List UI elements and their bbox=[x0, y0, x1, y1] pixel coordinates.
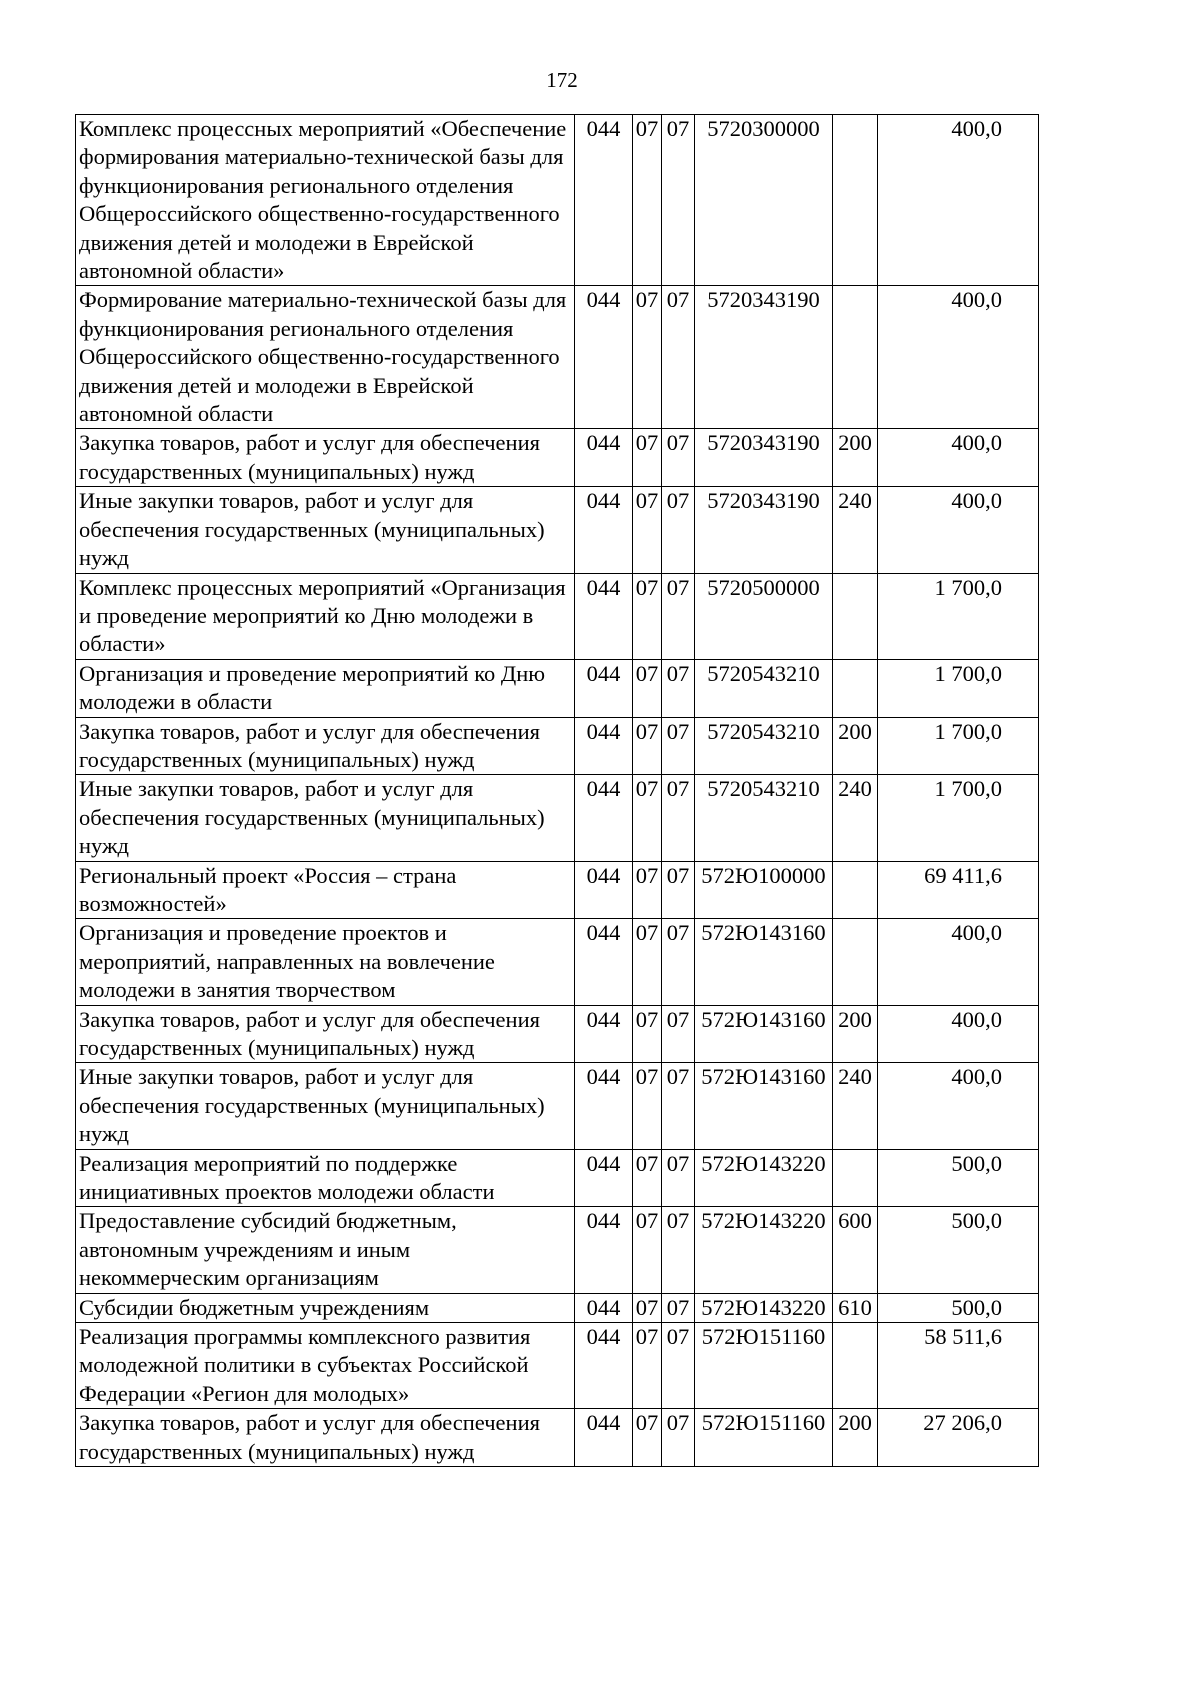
row-vr bbox=[833, 1323, 878, 1409]
table-row bbox=[76, 1293, 1039, 1322]
row-amount: 1 700,0 bbox=[878, 717, 1039, 775]
row-vr bbox=[833, 115, 878, 286]
row-name: Реализация программы комплексного развития молодежной политики в субъектах Российской Федерации «Регион для молодых» bbox=[76, 1323, 575, 1409]
row-amount: 500,0 bbox=[878, 1149, 1039, 1207]
row-pr: 07 bbox=[662, 429, 695, 487]
row-grbs: 044 bbox=[575, 861, 633, 919]
row-pr: 07 bbox=[662, 487, 695, 573]
row-csr: 572Ю151160 bbox=[695, 1409, 833, 1467]
row-csr: 572Ю151160 bbox=[695, 1323, 833, 1409]
row-csr: 572Ю143220 bbox=[695, 1149, 833, 1207]
row-amount: 58 511,6 bbox=[878, 1323, 1039, 1409]
row-grbs: 044 bbox=[575, 775, 633, 861]
row-csr: 5720343190 bbox=[695, 487, 833, 573]
row-grbs: 044 bbox=[575, 573, 633, 659]
row-name: Закупка товаров, работ и услуг для обеспечения государственных (муниципальных) нужд bbox=[76, 1409, 575, 1467]
row-vr: 200 bbox=[833, 1005, 878, 1063]
row-amount: 1 700,0 bbox=[878, 775, 1039, 861]
row-rz: 07 bbox=[633, 1293, 662, 1322]
row-rz: 07 bbox=[633, 573, 662, 659]
row-vr bbox=[833, 919, 878, 1005]
row-amount: 500,0 bbox=[878, 1293, 1039, 1322]
row-amount: 69 411,6 bbox=[878, 861, 1039, 919]
row-pr: 07 bbox=[662, 659, 695, 717]
row-csr: 572Ю143220 bbox=[695, 1207, 833, 1293]
row-vr: 600 bbox=[833, 1207, 878, 1293]
row-name: Закупка товаров, работ и услуг для обеспечения государственных (муниципальных) нужд bbox=[76, 717, 575, 775]
table-row bbox=[76, 115, 1039, 286]
row-amount: 400,0 bbox=[878, 1005, 1039, 1063]
row-pr: 07 bbox=[662, 115, 695, 286]
row-pr: 07 bbox=[662, 1149, 695, 1207]
row-amount: 400,0 bbox=[878, 286, 1039, 429]
row-vr: 610 bbox=[833, 1293, 878, 1322]
row-name: Региональный проект «Россия – страна возможностей» bbox=[76, 861, 575, 919]
row-csr: 5720500000 bbox=[695, 573, 833, 659]
row-name: Иные закупки товаров, работ и услуг для обеспечения государственных (муниципальных) нужд bbox=[76, 775, 575, 861]
row-rz: 07 bbox=[633, 861, 662, 919]
row-grbs: 044 bbox=[575, 717, 633, 775]
row-amount: 1 700,0 bbox=[878, 659, 1039, 717]
row-rz: 07 bbox=[633, 919, 662, 1005]
row-rz: 07 bbox=[633, 1323, 662, 1409]
table-row bbox=[76, 861, 1039, 919]
budget-table bbox=[75, 114, 1039, 1467]
row-rz: 07 bbox=[633, 1005, 662, 1063]
row-rz: 07 bbox=[633, 1149, 662, 1207]
row-csr: 5720343190 bbox=[695, 429, 833, 487]
table-row bbox=[76, 919, 1039, 1005]
row-csr: 5720543210 bbox=[695, 775, 833, 861]
row-rz: 07 bbox=[633, 717, 662, 775]
page-number: 172 bbox=[546, 68, 578, 92]
row-csr: 572Ю143220 bbox=[695, 1293, 833, 1322]
row-name: Организация и проведение мероприятий ко Дню молодежи в области bbox=[76, 659, 575, 717]
row-name: Иные закупки товаров, работ и услуг для обеспечения государственных (муниципальных) нужд bbox=[76, 1063, 575, 1149]
row-amount: 400,0 bbox=[878, 115, 1039, 286]
row-vr bbox=[833, 286, 878, 429]
table-row bbox=[76, 1409, 1039, 1467]
row-name: Иные закупки товаров, работ и услуг для обеспечения государственных (муниципальных) нужд bbox=[76, 487, 575, 573]
row-rz: 07 bbox=[633, 1063, 662, 1149]
row-vr bbox=[833, 573, 878, 659]
row-csr: 572Ю143160 bbox=[695, 919, 833, 1005]
table-row bbox=[76, 429, 1039, 487]
row-pr: 07 bbox=[662, 1207, 695, 1293]
row-csr: 5720543210 bbox=[695, 659, 833, 717]
table-row bbox=[76, 573, 1039, 659]
row-csr: 572Ю143160 bbox=[695, 1005, 833, 1063]
row-grbs: 044 bbox=[575, 429, 633, 487]
row-vr bbox=[833, 1149, 878, 1207]
row-rz: 07 bbox=[633, 1409, 662, 1467]
table-row bbox=[76, 717, 1039, 775]
row-name: Комплекс процессных мероприятий «Обеспечение формирования материально-технической базы для функционирования регионального отделения Общероссийского общественно-государственного движения детей и молодежи в Еврейской автономной области» bbox=[76, 115, 575, 286]
table-row bbox=[76, 487, 1039, 573]
row-amount: 400,0 bbox=[878, 919, 1039, 1005]
table-row bbox=[76, 1005, 1039, 1063]
table-row bbox=[76, 1323, 1039, 1409]
table-body bbox=[76, 115, 1039, 1467]
row-pr: 07 bbox=[662, 717, 695, 775]
row-grbs: 044 bbox=[575, 1293, 633, 1322]
row-rz: 07 bbox=[633, 487, 662, 573]
row-csr: 5720300000 bbox=[695, 115, 833, 286]
row-rz: 07 bbox=[633, 1207, 662, 1293]
row-name: Организация и проведение проектов и мероприятий, направленных на вовлечение молодежи в занятия творчеством bbox=[76, 919, 575, 1005]
table-row bbox=[76, 1149, 1039, 1207]
row-grbs: 044 bbox=[575, 1063, 633, 1149]
row-csr: 5720543210 bbox=[695, 717, 833, 775]
row-grbs: 044 bbox=[575, 1207, 633, 1293]
row-pr: 07 bbox=[662, 1409, 695, 1467]
row-vr bbox=[833, 861, 878, 919]
row-name: Реализация мероприятий по поддержке инициативных проектов молодежи области bbox=[76, 1149, 575, 1207]
row-grbs: 044 bbox=[575, 1149, 633, 1207]
row-grbs: 044 bbox=[575, 487, 633, 573]
table-row bbox=[76, 1207, 1039, 1293]
row-pr: 07 bbox=[662, 919, 695, 1005]
table-row bbox=[76, 1063, 1039, 1149]
row-pr: 07 bbox=[662, 1063, 695, 1149]
row-rz: 07 bbox=[633, 429, 662, 487]
row-pr: 07 bbox=[662, 286, 695, 429]
row-grbs: 044 bbox=[575, 1323, 633, 1409]
row-vr: 200 bbox=[833, 429, 878, 487]
table-row bbox=[76, 659, 1039, 717]
row-vr: 200 bbox=[833, 717, 878, 775]
row-vr: 240 bbox=[833, 1063, 878, 1149]
row-name: Предоставление субсидий бюджетным, автономным учреждениям и иным некоммерческим организациям bbox=[76, 1207, 575, 1293]
row-csr: 5720343190 bbox=[695, 286, 833, 429]
row-rz: 07 bbox=[633, 775, 662, 861]
row-vr: 240 bbox=[833, 487, 878, 573]
row-grbs: 044 bbox=[575, 1409, 633, 1467]
row-grbs: 044 bbox=[575, 115, 633, 286]
row-grbs: 044 bbox=[575, 1005, 633, 1063]
row-csr: 572Ю143160 bbox=[695, 1063, 833, 1149]
row-amount: 400,0 bbox=[878, 1063, 1039, 1149]
row-amount: 400,0 bbox=[878, 487, 1039, 573]
row-csr: 572Ю100000 bbox=[695, 861, 833, 919]
row-pr: 07 bbox=[662, 1005, 695, 1063]
row-amount: 1 700,0 bbox=[878, 573, 1039, 659]
row-pr: 07 bbox=[662, 1323, 695, 1409]
row-vr bbox=[833, 659, 878, 717]
row-name: Субсидии бюджетным учреждениям bbox=[76, 1293, 575, 1322]
row-name: Закупка товаров, работ и услуг для обеспечения государственных (муниципальных) нужд bbox=[76, 1005, 575, 1063]
row-amount: 500,0 bbox=[878, 1207, 1039, 1293]
row-vr: 200 bbox=[833, 1409, 878, 1467]
row-rz: 07 bbox=[633, 286, 662, 429]
row-name: Комплекс процессных мероприятий «Организация и проведение мероприятий ко Дню молодежи в области» bbox=[76, 573, 575, 659]
table-row bbox=[76, 286, 1039, 429]
row-grbs: 044 bbox=[575, 286, 633, 429]
row-amount: 27 206,0 bbox=[878, 1409, 1039, 1467]
row-pr: 07 bbox=[662, 775, 695, 861]
row-pr: 07 bbox=[662, 861, 695, 919]
table-row bbox=[76, 775, 1039, 861]
row-amount: 400,0 bbox=[878, 429, 1039, 487]
row-rz: 07 bbox=[633, 115, 662, 286]
row-vr: 240 bbox=[833, 775, 878, 861]
row-pr: 07 bbox=[662, 1293, 695, 1322]
row-grbs: 044 bbox=[575, 659, 633, 717]
row-grbs: 044 bbox=[575, 919, 633, 1005]
row-pr: 07 bbox=[662, 573, 695, 659]
row-name: Формирование материально-технической базы для функционирования регионального отделения Общероссийского общественно-государственного движения детей и молодежи в Еврейской автономной области bbox=[76, 286, 575, 429]
row-rz: 07 bbox=[633, 659, 662, 717]
row-name: Закупка товаров, работ и услуг для обеспечения государственных (муниципальных) нужд bbox=[76, 429, 575, 487]
